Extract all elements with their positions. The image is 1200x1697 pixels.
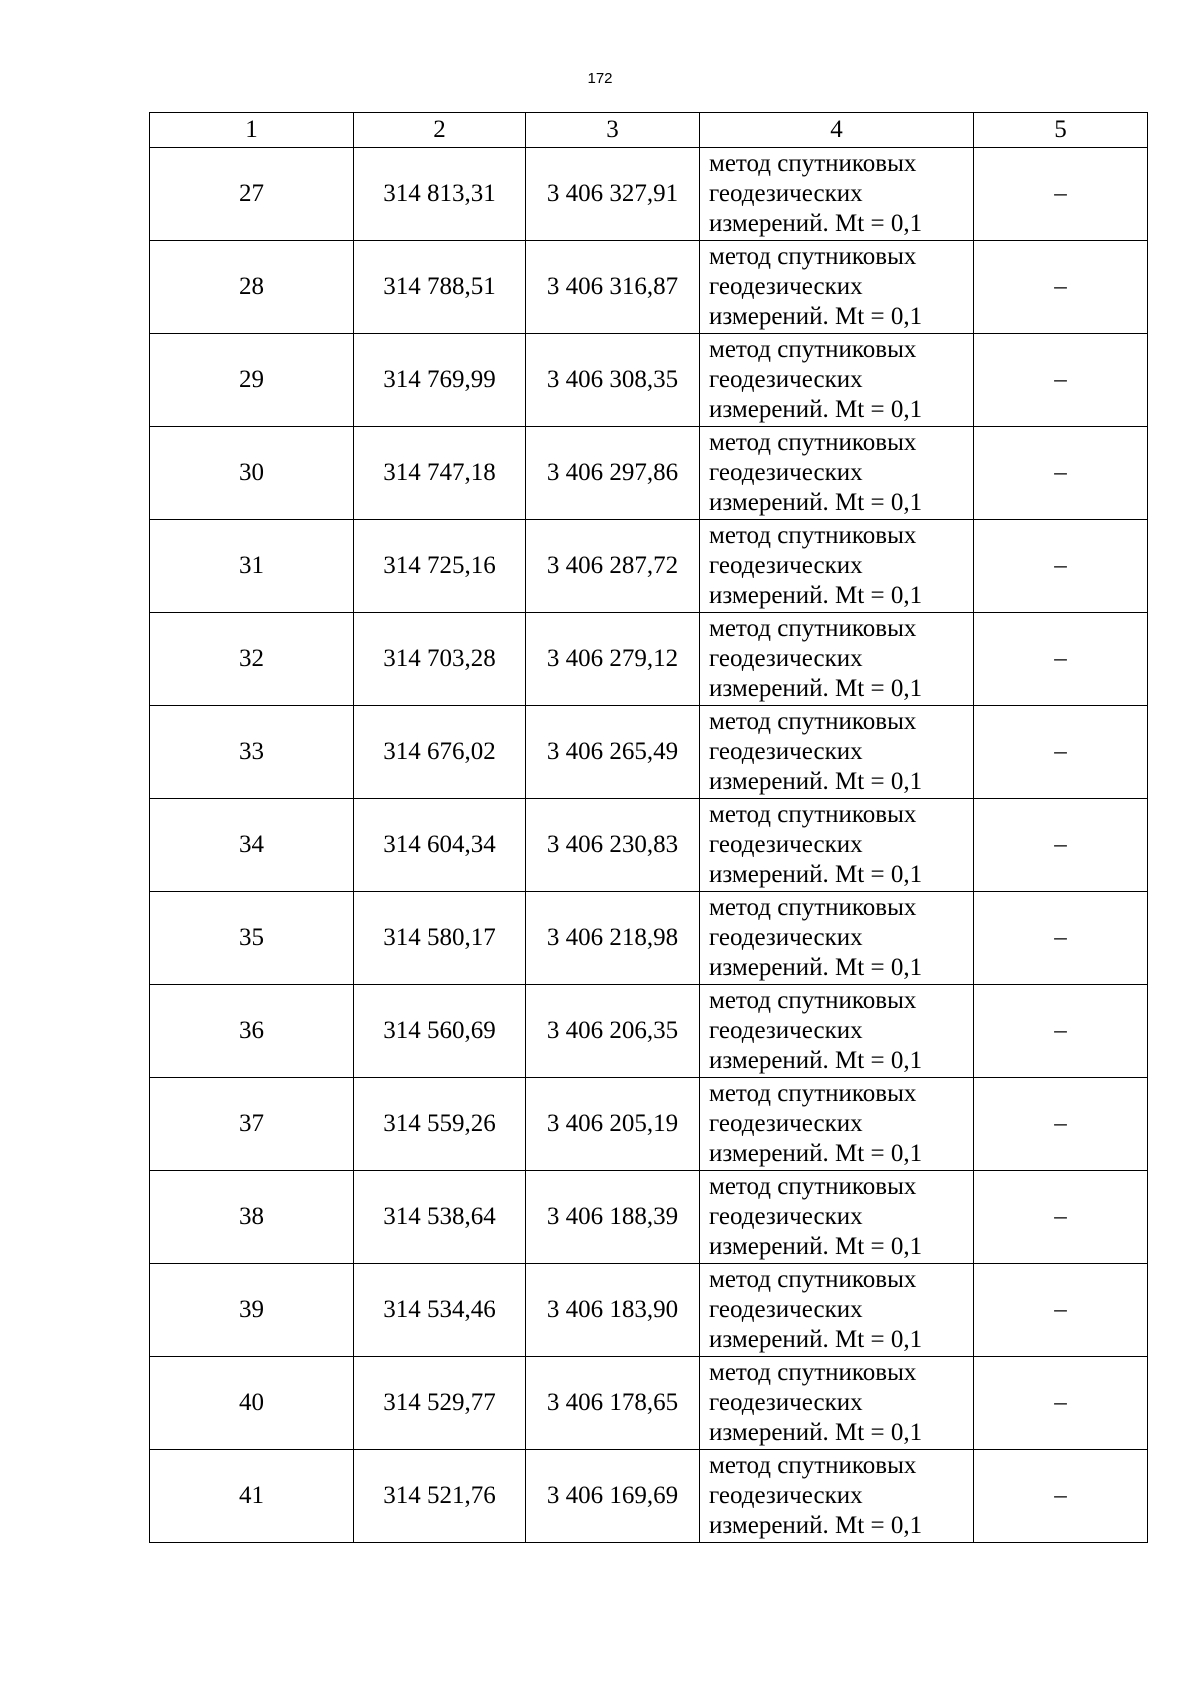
point-number-cell: 31 xyxy=(150,520,354,613)
method-line: метод спутниковых xyxy=(709,1173,917,1200)
method-line: метод спутниковых xyxy=(709,429,917,456)
table-row xyxy=(150,427,1148,520)
method-cell xyxy=(700,1078,974,1171)
point-number-cell: 35 xyxy=(150,892,354,985)
y-coordinate-cell: 3 406 308,35 xyxy=(526,334,700,427)
column-header: 3 xyxy=(526,113,700,148)
method-cell xyxy=(700,334,974,427)
method-line: измерений. Mt = 0,1 xyxy=(709,861,923,888)
note-cell: – xyxy=(974,613,1148,706)
method-line: метод спутниковых xyxy=(709,1266,917,1293)
table-row xyxy=(150,1171,1148,1264)
y-coordinate-cell: 3 406 188,39 xyxy=(526,1171,700,1264)
point-number-cell: 32 xyxy=(150,613,354,706)
method-cell xyxy=(700,148,974,241)
y-coordinate-cell: 3 406 183,90 xyxy=(526,1264,700,1357)
method-line: геодезических xyxy=(709,924,863,951)
table-row xyxy=(150,520,1148,613)
method-line: измерений. Mt = 0,1 xyxy=(709,303,923,330)
y-coordinate-cell: 3 406 230,83 xyxy=(526,799,700,892)
table-row xyxy=(150,613,1148,706)
method-line: измерений. Mt = 0,1 xyxy=(709,675,923,702)
y-coordinate-cell: 3 406 327,91 xyxy=(526,148,700,241)
method-line: измерений. Mt = 0,1 xyxy=(709,1233,923,1260)
column-header: 5 xyxy=(974,113,1148,148)
x-coordinate-cell: 314 676,02 xyxy=(354,706,526,799)
method-cell xyxy=(700,520,974,613)
y-coordinate-cell: 3 406 279,12 xyxy=(526,613,700,706)
method-line: метод спутниковых xyxy=(709,987,917,1014)
method-line: измерений. Mt = 0,1 xyxy=(709,1419,923,1446)
method-cell xyxy=(700,892,974,985)
note-cell: – xyxy=(974,334,1148,427)
method-cell xyxy=(700,1171,974,1264)
method-line: метод спутниковых xyxy=(709,708,917,735)
x-coordinate-cell: 314 538,64 xyxy=(354,1171,526,1264)
method-line: метод спутниковых xyxy=(709,336,917,363)
point-number-cell: 33 xyxy=(150,706,354,799)
x-coordinate-cell: 314 813,31 xyxy=(354,148,526,241)
table-row xyxy=(150,1264,1148,1357)
note-cell: – xyxy=(974,1357,1148,1450)
method-line: метод спутниковых xyxy=(709,243,917,270)
x-coordinate-cell: 314 604,34 xyxy=(354,799,526,892)
method-cell xyxy=(700,613,974,706)
y-coordinate-cell: 3 406 316,87 xyxy=(526,241,700,334)
table-row xyxy=(150,706,1148,799)
point-number-cell: 38 xyxy=(150,1171,354,1264)
method-cell xyxy=(700,706,974,799)
point-number-cell: 30 xyxy=(150,427,354,520)
method-line: геодезических xyxy=(709,552,863,579)
method-line: метод спутниковых xyxy=(709,894,917,921)
method-line: геодезических xyxy=(709,1110,863,1137)
method-line: геодезических xyxy=(709,645,863,672)
table-row xyxy=(150,241,1148,334)
method-line: измерений. Mt = 0,1 xyxy=(709,582,923,609)
x-coordinate-cell: 314 580,17 xyxy=(354,892,526,985)
method-line: измерений. Mt = 0,1 xyxy=(709,210,923,237)
method-line: геодезических xyxy=(709,1296,863,1323)
point-number-cell: 29 xyxy=(150,334,354,427)
table-row xyxy=(150,1357,1148,1450)
method-line: метод спутниковых xyxy=(709,522,917,549)
method-line: метод спутниковых xyxy=(709,1359,917,1386)
point-number-cell: 39 xyxy=(150,1264,354,1357)
point-number-cell: 41 xyxy=(150,1450,354,1543)
method-cell xyxy=(700,1450,974,1543)
x-coordinate-cell: 314 703,28 xyxy=(354,613,526,706)
y-coordinate-cell: 3 406 218,98 xyxy=(526,892,700,985)
method-line: метод спутниковых xyxy=(709,1080,917,1107)
method-cell xyxy=(700,427,974,520)
method-line: измерений. Mt = 0,1 xyxy=(709,1512,923,1539)
table-row xyxy=(150,148,1148,241)
point-number-cell: 37 xyxy=(150,1078,354,1171)
coordinates-table xyxy=(149,112,1148,1543)
column-header: 2 xyxy=(354,113,526,148)
y-coordinate-cell: 3 406 265,49 xyxy=(526,706,700,799)
x-coordinate-cell: 314 529,77 xyxy=(354,1357,526,1450)
table-header xyxy=(150,113,1148,148)
note-cell: – xyxy=(974,1171,1148,1264)
y-coordinate-cell: 3 406 297,86 xyxy=(526,427,700,520)
note-cell: – xyxy=(974,1078,1148,1171)
method-line: геодезических xyxy=(709,1482,863,1509)
method-line: геодезических xyxy=(709,180,863,207)
method-line: метод спутниковых xyxy=(709,1452,917,1479)
point-number-cell: 28 xyxy=(150,241,354,334)
method-cell xyxy=(700,241,974,334)
note-cell: – xyxy=(974,520,1148,613)
note-cell: – xyxy=(974,799,1148,892)
x-coordinate-cell: 314 521,76 xyxy=(354,1450,526,1543)
y-coordinate-cell: 3 406 206,35 xyxy=(526,985,700,1078)
x-coordinate-cell: 314 788,51 xyxy=(354,241,526,334)
column-header: 4 xyxy=(700,113,974,148)
x-coordinate-cell: 314 769,99 xyxy=(354,334,526,427)
method-cell xyxy=(700,985,974,1078)
method-line: геодезических xyxy=(709,366,863,393)
note-cell: – xyxy=(974,427,1148,520)
method-line: геодезических xyxy=(709,738,863,765)
method-line: геодезических xyxy=(709,459,863,486)
note-cell: – xyxy=(974,985,1148,1078)
point-number-cell: 34 xyxy=(150,799,354,892)
note-cell: – xyxy=(974,1450,1148,1543)
table-row xyxy=(150,985,1148,1078)
table-body xyxy=(150,148,1148,1543)
method-line: метод спутниковых xyxy=(709,615,917,642)
method-line: геодезических xyxy=(709,1017,863,1044)
method-line: измерений. Mt = 0,1 xyxy=(709,396,923,423)
method-line: геодезических xyxy=(709,273,863,300)
point-number-cell: 27 xyxy=(150,148,354,241)
method-line: измерений. Mt = 0,1 xyxy=(709,1140,923,1167)
method-line: метод спутниковых xyxy=(709,801,917,828)
x-coordinate-cell: 314 534,46 xyxy=(354,1264,526,1357)
method-line: измерений. Mt = 0,1 xyxy=(709,954,923,981)
note-cell: – xyxy=(974,1264,1148,1357)
table-row xyxy=(150,1450,1148,1543)
y-coordinate-cell: 3 406 287,72 xyxy=(526,520,700,613)
y-coordinate-cell: 3 406 178,65 xyxy=(526,1357,700,1450)
x-coordinate-cell: 314 725,16 xyxy=(354,520,526,613)
method-line: геодезических xyxy=(709,1203,863,1230)
column-header: 1 xyxy=(150,113,354,148)
method-line: метод спутниковых xyxy=(709,150,917,177)
table-row xyxy=(150,799,1148,892)
method-cell xyxy=(700,799,974,892)
method-cell xyxy=(700,1264,974,1357)
note-cell: – xyxy=(974,241,1148,334)
method-line: измерений. Mt = 0,1 xyxy=(709,1326,923,1353)
point-number-cell: 40 xyxy=(150,1357,354,1450)
note-cell: – xyxy=(974,706,1148,799)
note-cell: – xyxy=(974,148,1148,241)
method-line: измерений. Mt = 0,1 xyxy=(709,768,923,795)
header-row xyxy=(150,113,1148,148)
method-line: измерений. Mt = 0,1 xyxy=(709,489,923,516)
table-row xyxy=(150,334,1148,427)
method-cell xyxy=(700,1357,974,1450)
y-coordinate-cell: 3 406 169,69 xyxy=(526,1450,700,1543)
x-coordinate-cell: 314 559,26 xyxy=(354,1078,526,1171)
table-row xyxy=(150,892,1148,985)
table-row xyxy=(150,1078,1148,1171)
point-number-cell: 36 xyxy=(150,985,354,1078)
page-number: 172 xyxy=(587,70,613,87)
y-coordinate-cell: 3 406 205,19 xyxy=(526,1078,700,1171)
note-cell: – xyxy=(974,892,1148,985)
x-coordinate-cell: 314 560,69 xyxy=(354,985,526,1078)
method-line: геодезических xyxy=(709,1389,863,1416)
method-line: геодезических xyxy=(709,831,863,858)
method-line: измерений. Mt = 0,1 xyxy=(709,1047,923,1074)
x-coordinate-cell: 314 747,18 xyxy=(354,427,526,520)
